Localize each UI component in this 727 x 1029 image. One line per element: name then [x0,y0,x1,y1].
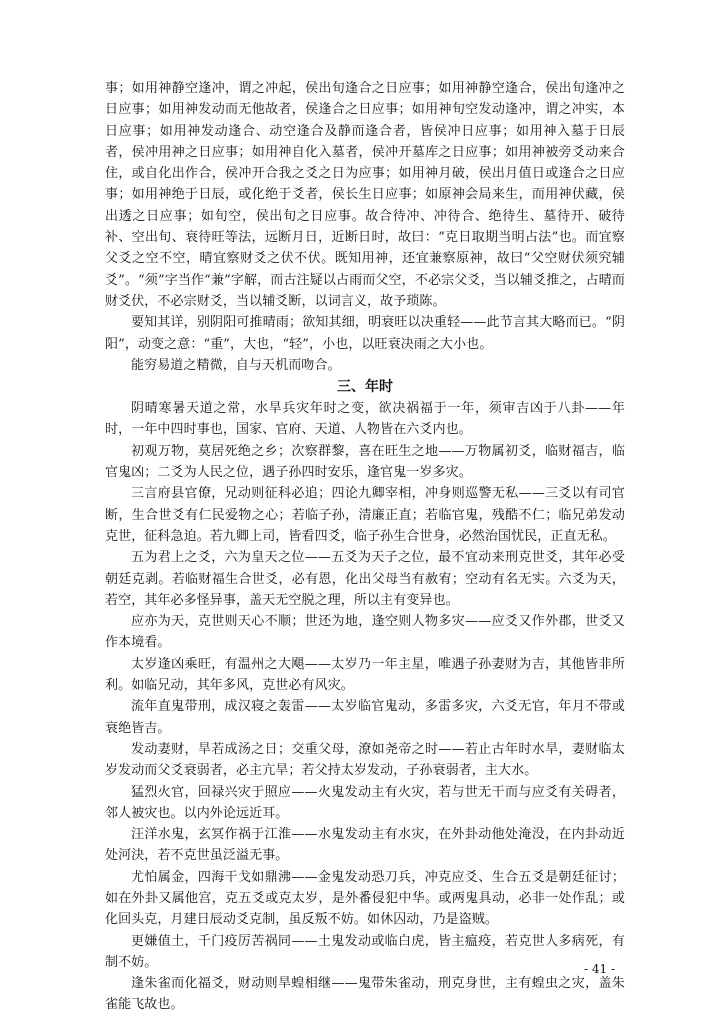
section-paragraph-6: 太岁逢凶乘旺，有温州之大飓——太岁乃一年主星，唯遇子孙妻财为吉，其他皆非所利。如临兄动，其年多风，克世必有风灾。 [105,656,625,694]
section-paragraph-8: 发动妻财，旱若成汤之日；交重父母，潦如尧帝之时——若止古年时水旱，妻财临太岁发动而父爻衰弱者，必主亢旱；若父持太岁发动，子孙衰弱者，主大水。 [105,741,625,779]
section-paragraph-7: 流年直鬼带刑，成汉寝之轰雷——太岁临官鬼动，多雷多灾，六爻无官，年月不带或衰绝皆吉。 [105,699,625,736]
section-paragraph-4: 五为君上之爻，六为皇天之位——五爻为天子之位，最不宜动来刑克世爻，其年必受朝廷克剥。若临财福生合世爻，必有恩，化出父母当有赦宥；空动有名无实。六爻为天，若空，其年必多怪异事，盖天无空脱之理，所以主有变异也。 [105,550,625,608]
section-paragraph-11: 尤怕属金，四海干戈如鼎沸——金鬼发动恐刀兵，冲克应爻、生合五爻是朝廷征讨；如在外卦又属他宫，克五爻或克太岁，是外番侵犯中华。或两鬼具动，必非一处作乱；或化回头克，月建日辰动爻克制，虽反叛不妨。如休囚动，乃是盗贼。 [105,869,625,928]
section-paragraph-5: 应亦为天，克世则天心不顺；世还为地，逢空则人物多灾——应爻又作外郡，世爻又作本境看。 [105,614,625,651]
section-heading: 三、年时 [337,379,393,396]
page-number: - 41 - [583,962,615,976]
paragraph-1: 事；如用神静空逢冲，谓之冲起，侯出旬逢合之日应事；如用神静空逢合，侯出旬逢冲之日应事；如用神发动而无他故者，侯逢合之日应事；如用神旬空发动逢冲，谓之冲实，本日应事；如用神发动逢合、动空逢合及静而逢合者，皆侯冲日应事；如用神入墓于日辰者，侯冲用神之日应事；如用神自化入墓者，侯冲开墓库之日应事；如用神被旁爻动来合住，或自化出作合，侯冲开合我之爻之日为应事；如用神月破，侯出月值日或逢合之日应事；如用神绝于日辰，或化绝于爻者，侯长生日应事；如原神会局来生，而用神伏藏，侯出透之日应事；如旬空，侯出旬之日应事。故合待冲、冲待合、绝待生、墓待开、破待补、空出旬、衰待旺等法，远断月日，近断日时，故曰：“克日取期当明占法”也。而宜察父爻之空不空，晴宜察财爻之伏不伏。既知用神，还宜兼察原神，故曰“父空财伏须究辅爻”。“须”字当作“兼”字解，而古注疑以占雨而父空，不必宗父爻，当以辅爻推之，占晴而财爻伏，不必宗财爻，当以辅爻断，以词言义，故予琐陈。 [105,81,625,309]
section-paragraph-9: 猛烈火官，回禄兴灾于照应——火鬼发动主有火灾，若与世无干而与应爻有关碍者，邻人被灾也。以内外论远近耳。 [105,784,625,821]
section-paragraph-2: 初观万物，莫居死绝之乡；次察群黎，喜在旺生之地——万物属初爻，临财福吉，临官鬼凶；二爻为人民之位，遇子孙四时安乐，逢官鬼一岁多灾。 [105,443,625,481]
section-paragraph-12: 更嫌值土，千门疫厉苦祸同——土鬼发动或临白虎，皆主瘟疫，若克世人多病死，有制不妨。 [105,933,625,970]
paragraph-2: 要知其详，别阴阳可推晴雨；欲知其细，明衰旺以决重轻——此节言其大略而已。“阴阳”，动变之意：“重”，大也，“轻”，小也，以旺衰决雨之大小也。 [105,315,625,352]
section-paragraph-3: 三言府县官僚，兄动则征科必追；四论九卿宰相，冲身则巡警无私——三爻以有司官断，生合世爻有仁民爱物之心；若临子孙，清廉正直；若临官鬼，残酷不仁；临兄弟发动克世，征科急迫。若九卿上司，皆看四爻，临子孙生合世身，必然治国忧民，正直无私。 [105,486,625,544]
section-paragraph-10: 汪洋水鬼，玄冥作祸于江淮——水鬼发动主有水灾，在外卦动他处淹没，在内卦动近处河決，若不克世虽泛溢无事。 [105,827,625,864]
section-paragraph-13: 逢朱雀而化福爻，财动则旱蝗相继——鬼带朱雀动，刑克身世，主有蝗虫之灾，盖朱雀能飞故也。 [105,976,625,1013]
paragraph-3: 能穷易道之精微，自与天机而吻合。 [131,357,341,373]
page-body [105,78,625,1016]
section-paragraph-1: 阴晴寒暑天道之常，水旱兵灾年时之变，欲决祸福于一年，须审吉凶于八卦——年时，一年中四时事也，国家、官府、天道、人物皆在六爻内也。 [105,401,625,438]
